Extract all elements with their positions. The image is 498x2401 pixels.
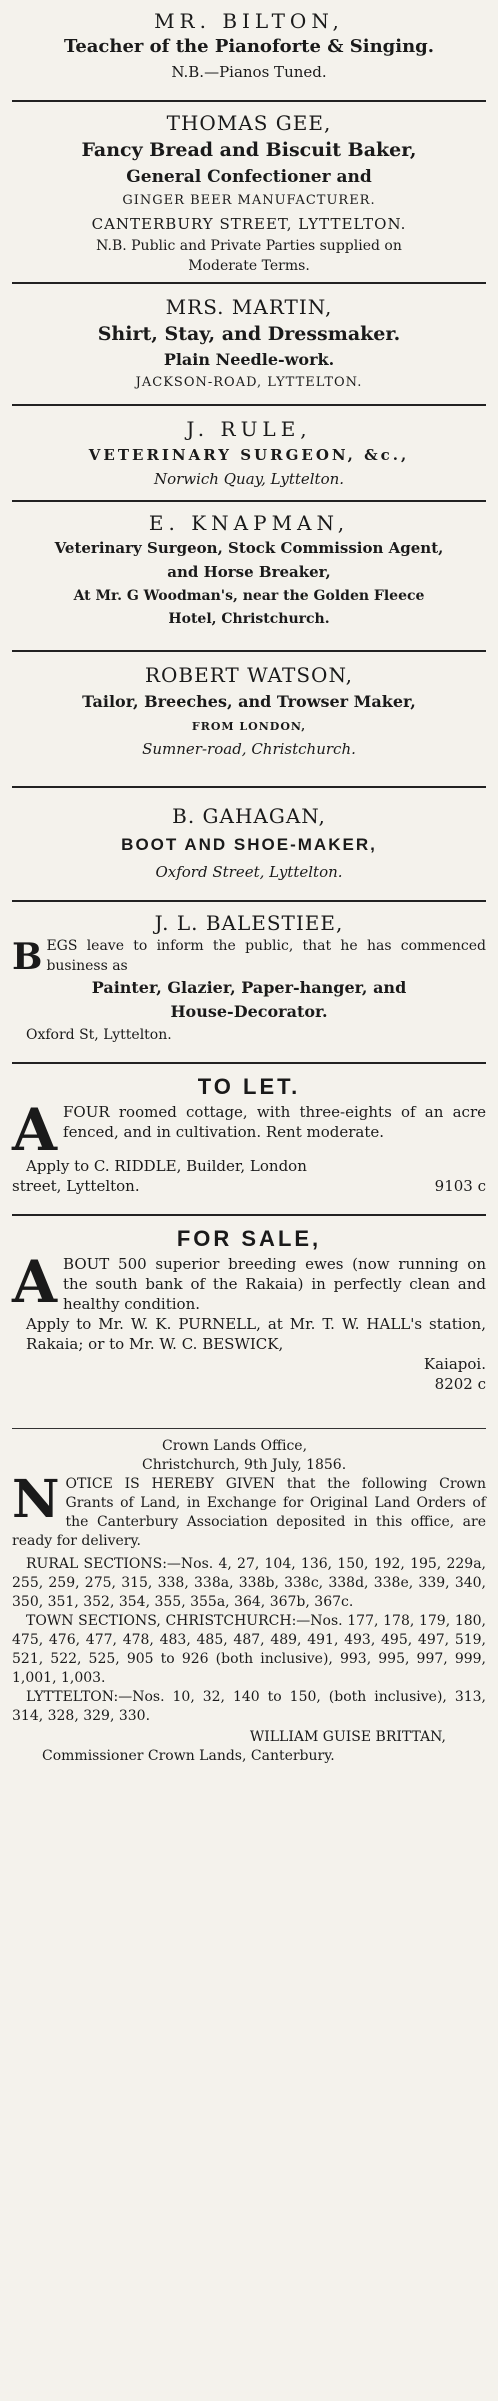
- rural-sections: RURAL SECTIONS:—Nos. 4, 27, 104, 136, 150, 192, 195, 229a, 255, 259, 275, 315, 338, 338a, 338b, 338c, 338d, 338e, 339, 340, 350, 351, 352, 354, 355, 355a, 364, 367b, 367c.: [12, 1556, 486, 1610]
- ad-name: E. KNAPMAN,: [148, 511, 350, 535]
- ad-line: Sumner-road, Christchurch.: [142, 740, 356, 758]
- date-line: Christchurch, 9th July, 1856.: [142, 1457, 347, 1473]
- ad-line: GINGER BEER MANUFACTURER.: [122, 193, 376, 208]
- ad-line: CANTERBURY STREET, LYTTELTON.: [91, 215, 407, 233]
- ad-name: MR. BILTON,: [154, 9, 344, 33]
- ad-name: J. L. BALESTIEE,: [154, 911, 344, 935]
- ad-paragraph: BOUT 500 superior breeding ewes (now running on the south bank of the Rakaia) in perfectly clean and healthy condition.: [63, 1255, 486, 1313]
- ad-line: Oxford Street, Lyttelton.: [155, 863, 343, 881]
- ad-heading: FOR SALE,: [176, 1226, 322, 1251]
- drop-cap: B: [12, 936, 43, 978]
- ad-line: Painter, Glazier, Paper-hanger, and: [91, 978, 407, 997]
- ad-gee: [12, 102, 486, 282]
- ad-ref: 8202 c: [434, 1375, 486, 1393]
- ad-line: JACKSON-ROAD, LYTTELTON.: [135, 375, 363, 390]
- ad-knapman: [12, 502, 486, 650]
- ad-line: Hotel, Christchurch.: [168, 611, 330, 627]
- ad-heading: TO LET.: [197, 1074, 301, 1099]
- ad-to-let: [12, 1064, 486, 1214]
- ad-crown-lands: [12, 1429, 486, 1766]
- ad-line: At Mr. G Woodman's, near the Golden Fleece: [73, 588, 425, 604]
- office-line: Crown Lands Office,: [162, 1438, 308, 1454]
- ad-line: Tailor, Breeches, and Trowser Maker,: [82, 692, 416, 711]
- ad-name: J. RULE,: [186, 417, 312, 441]
- town-sections: TOWN SECTIONS, CHRISTCHURCH:—Nos. 177, 178, 179, 180, 475, 476, 477, 478, 483, 485, 487, 489, 491, 493, 495, 497, 519, 521, 522, 525, 905 to 926 (both inclusive), 993, 995, 997, 999, 1,001, 1,003.: [12, 1613, 486, 1686]
- ad-line: FROM LONDON,: [191, 720, 307, 733]
- ad-line: Plain Needle-work.: [163, 350, 335, 369]
- ad-paragraph: FOUR roomed cottage, with three-eights of an acre fenced, and in cultivation. Rent moderate.: [63, 1103, 486, 1141]
- ad-paragraph: EGS leave to inform the public, that he has commenced business as: [46, 938, 486, 974]
- ad-martin: [12, 284, 486, 404]
- ad-line: N.B. Public and Private Parties supplied on: [96, 238, 402, 254]
- ad-line: VETERINARY SURGEON, &c.,: [88, 446, 410, 464]
- ad-watson: [12, 652, 486, 786]
- ad-name: ROBERT WATSON,: [144, 663, 354, 687]
- ad-line: General Confectioner and: [126, 167, 372, 187]
- ad-line: Veterinary Surgeon, Stock Commission Agent,: [54, 539, 444, 557]
- ad-line: Apply to Mr. W. K. PURNELL, at Mr. T. W. HALL's station, Rakaia; or to Mr. W. C. BESWICK,: [26, 1315, 486, 1353]
- lyttelton-sections: LYTTELTON:—Nos. 10, 32, 140 to 150, (both inclusive), 313, 314, 328, 329, 330.: [12, 1689, 486, 1724]
- ad-line: N.B.—Pianos Tuned.: [171, 63, 327, 81]
- signer-title: Commissioner Crown Lands, Canterbury.: [42, 1748, 335, 1764]
- ad-ref: 9103 c: [434, 1177, 486, 1195]
- ad-line: Kaiapoi.: [423, 1355, 486, 1373]
- ad-for-sale: [12, 1216, 486, 1428]
- drop-cap: N: [12, 1469, 60, 1530]
- ad-name: MRS. MARTIN,: [165, 295, 333, 319]
- ad-line: Norwich Quay, Lyttelton.: [153, 470, 345, 488]
- ad-name: B. GAHAGAN,: [172, 804, 326, 828]
- ad-gahagan: [12, 788, 486, 900]
- ad-line: Moderate Terms.: [188, 258, 310, 274]
- ad-line: Fancy Bread and Biscuit Baker,: [81, 139, 417, 161]
- ad-line: House-Decorator.: [170, 1002, 328, 1021]
- ad-line: Teacher of the Pianoforte & Singing.: [63, 36, 435, 57]
- ad-line: BOOT AND SHOE-MAKER,: [121, 835, 377, 854]
- ad-balestiee: [12, 902, 486, 1062]
- signer: WILLIAM GUISE BRITTAN,: [249, 1729, 446, 1745]
- ad-line: and Horse Breaker,: [167, 563, 331, 581]
- drop-cap: A: [12, 1248, 58, 1316]
- ad-line: street, Lyttelton.: [12, 1177, 140, 1195]
- notice-paragraph: OTICE IS HEREBY GIVEN that the following Crown Grants of Land, in Exchange for Original Land Orders of the Canterbury Association deposited in this office, are ready for delivery.: [12, 1476, 486, 1549]
- ad-bilton: [12, 0, 486, 100]
- drop-cap: A: [12, 1096, 58, 1164]
- ad-line: Oxford St, Lyttelton.: [26, 1027, 172, 1043]
- ad-line: Shirt, Stay, and Dressmaker.: [97, 323, 401, 345]
- ad-rule: [12, 406, 486, 500]
- ad-name: THOMAS GEE,: [166, 111, 332, 135]
- ad-line: Apply to C. RIDDLE, Builder, London: [26, 1157, 307, 1175]
